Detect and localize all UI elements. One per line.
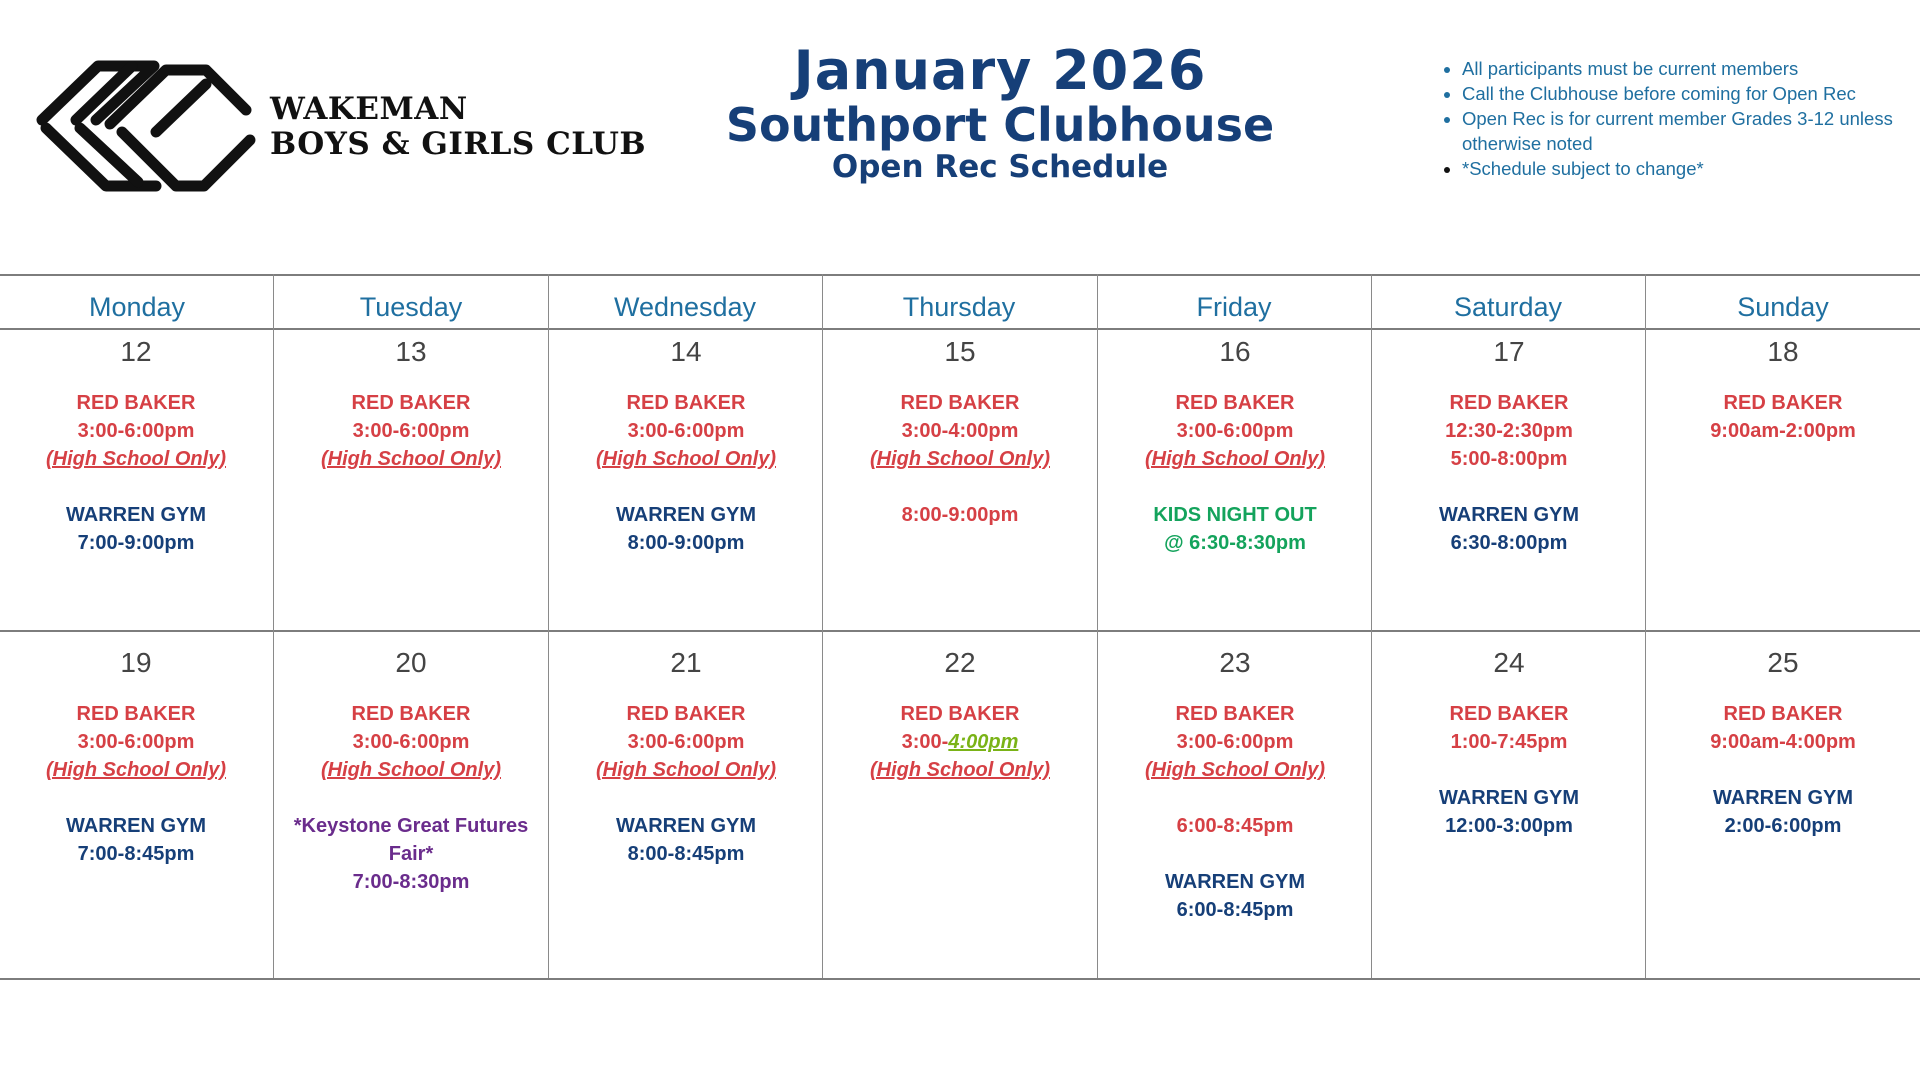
high-school-note: (High School Only): [1145, 448, 1325, 470]
event-time: 3:00-6:00pm: [627, 731, 745, 753]
day-cell-19: [0, 646, 272, 868]
event-warren-gym: WARREN GYM: [616, 504, 756, 526]
day-cell-18: [1647, 335, 1919, 445]
high-school-note: (High School Only): [596, 759, 776, 781]
handshake-logo-icon: [36, 58, 256, 193]
note-item: • *Schedule subject to change*: [1462, 156, 1920, 181]
event-time: 5:00-8:00pm: [1450, 448, 1568, 470]
date-number: 13: [395, 336, 427, 367]
event-time: 12:30-2:30pm: [1445, 420, 1573, 442]
event-red-baker: RED BAKER: [626, 392, 746, 414]
event-time: 3:00-6:00pm: [352, 731, 470, 753]
event-time: 1:00-7:45pm: [1450, 731, 1568, 753]
event-warren-gym: WARREN GYM: [616, 815, 756, 837]
event-time: 9:00am-2:00pm: [1710, 420, 1856, 442]
event-time: 2:00-6:00pm: [1724, 815, 1842, 837]
event-red-baker: RED BAKER: [1449, 703, 1569, 725]
day-cell-21: [550, 646, 822, 868]
grid-line: [0, 274, 1920, 276]
day-header-wednesday: Wednesday: [613, 292, 757, 322]
event-red-baker: RED BAKER: [1723, 392, 1843, 414]
event-time: 9:00am-4:00pm: [1710, 731, 1856, 753]
event-time: 12:00-3:00pm: [1445, 815, 1573, 837]
grid-line: [822, 274, 823, 978]
date-number: 20: [395, 647, 427, 678]
day-header-sunday: Sunday: [1737, 292, 1829, 322]
high-school-note: (High School Only): [321, 759, 501, 781]
high-school-note: (High School Only): [321, 448, 501, 470]
title-location: Southport Clubhouse: [725, 98, 1275, 152]
event-time: 3:00-6:00pm: [1176, 420, 1294, 442]
day-cell-13: [275, 335, 547, 473]
date-number: 19: [120, 647, 152, 678]
date-number: 23: [1219, 647, 1251, 678]
date-number: 14: [670, 336, 702, 367]
date-number: 12: [120, 336, 152, 367]
event-time-start: 3:00-: [901, 731, 949, 753]
high-school-note: (High School Only): [46, 759, 226, 781]
event-time: 3:00-4:00pm: [901, 420, 1019, 442]
date-number: 25: [1767, 647, 1799, 678]
day-cell-15: [824, 335, 1096, 529]
day-header-tuesday: Tuesday: [359, 292, 463, 322]
date-number: 22: [944, 647, 976, 678]
day-cell-22: [824, 646, 1096, 784]
day-cell-25: [1647, 646, 1919, 840]
event-time: 3:00-6:00pm: [1176, 731, 1294, 753]
event-red-baker: RED BAKER: [1449, 392, 1569, 414]
event-time: 3:00-6:00pm: [77, 731, 195, 753]
grid-line: [0, 630, 1920, 632]
event-time: 6:00-8:45pm: [1176, 815, 1294, 837]
schedule-title: [700, 39, 1300, 185]
event-time: 7:00-8:30pm: [352, 871, 470, 893]
event-red-baker: RED BAKER: [351, 392, 471, 414]
event-warren-gym: WARREN GYM: [1165, 871, 1305, 893]
note-item: • Call the Clubhouse before coming for Open Rec: [1462, 81, 1920, 106]
event-red-baker: RED BAKER: [76, 392, 196, 414]
event-warren-gym: WARREN GYM: [1713, 787, 1853, 809]
event-time: @ 6:30-8:30pm: [1164, 532, 1306, 554]
date-number: 21: [670, 647, 702, 678]
title-subtitle: Open Rec Schedule: [831, 149, 1169, 185]
day-cell-14: [550, 335, 822, 557]
title-month: January 2026: [793, 39, 1207, 102]
grid-line: [273, 274, 274, 978]
event-warren-gym: WARREN GYM: [1439, 787, 1579, 809]
event-time: [824, 728, 1096, 756]
event-red-baker: RED BAKER: [1175, 392, 1295, 414]
event-keystone-fair: *Keystone Great Futures: [293, 815, 529, 837]
day-cell-23: [1099, 646, 1371, 924]
note-item: • All participants must be current members: [1462, 56, 1920, 81]
day-cell-20: [275, 646, 547, 896]
event-red-baker: RED BAKER: [76, 703, 196, 725]
day-header-saturday: Saturday: [1453, 292, 1563, 322]
grid-line: [0, 328, 1920, 330]
date-number: 16: [1219, 336, 1251, 367]
event-red-baker: RED BAKER: [626, 703, 746, 725]
grid-line: [548, 274, 549, 978]
event-time: 7:00-9:00pm: [77, 532, 195, 554]
day-header-monday: Monday: [88, 292, 186, 322]
date-number: 15: [944, 336, 976, 367]
event-warren-gym: WARREN GYM: [1439, 504, 1579, 526]
date-number: 17: [1493, 336, 1525, 367]
event-time: 3:00-6:00pm: [352, 420, 470, 442]
high-school-note: (High School Only): [870, 448, 1050, 470]
event-time: 6:00-8:45pm: [1176, 899, 1294, 921]
grid-line: [1371, 274, 1372, 978]
date-number: 18: [1767, 336, 1799, 367]
day-cell-24: [1373, 646, 1645, 840]
event-time: 8:00-8:45pm: [627, 843, 745, 865]
event-red-baker: RED BAKER: [1723, 703, 1843, 725]
event-red-baker: RED BAKER: [351, 703, 471, 725]
event-red-baker: RED BAKER: [900, 392, 1020, 414]
org-name-line1: WAKEMAN: [270, 91, 468, 127]
grid-line: [1097, 274, 1098, 978]
grid-line: [0, 978, 1920, 980]
org-name-line2: BOYS & GIRLS CLUB: [270, 126, 647, 162]
event-red-baker: RED BAKER: [900, 703, 1020, 725]
event-time: 3:00-6:00pm: [77, 420, 195, 442]
day-header-friday: Friday: [1196, 292, 1272, 322]
day-cell-17: [1373, 335, 1645, 557]
date-number: 24: [1493, 647, 1525, 678]
high-school-note: (High School Only): [596, 448, 776, 470]
day-header-thursday: Thursday: [902, 292, 1016, 322]
grid-line: [1645, 274, 1646, 978]
org-name: [270, 92, 646, 162]
day-cell-16: [1099, 335, 1371, 557]
event-warren-gym: WARREN GYM: [66, 504, 206, 526]
event-time: 8:00-9:00pm: [627, 532, 745, 554]
high-school-note: (High School Only): [870, 759, 1050, 781]
notes-list: [1440, 56, 1920, 181]
event-keystone-fair-cont: Fair*: [388, 843, 434, 865]
event-red-baker: RED BAKER: [1175, 703, 1295, 725]
note-item: • Open Rec is for current member Grades 3-12 unless otherwise noted: [1462, 106, 1920, 156]
event-time: 6:30-8:00pm: [1450, 532, 1568, 554]
event-time: 7:00-8:45pm: [77, 843, 195, 865]
event-warren-gym: WARREN GYM: [66, 815, 206, 837]
day-cell-12: [0, 335, 272, 557]
event-time: 8:00-9:00pm: [901, 504, 1019, 526]
high-school-note: (High School Only): [46, 448, 226, 470]
event-time: 3:00-6:00pm: [627, 420, 745, 442]
event-kids-night-out: KIDS NIGHT OUT: [1153, 504, 1317, 526]
event-time-end: 4:00pm: [948, 731, 1019, 753]
high-school-note: (High School Only): [1145, 759, 1325, 781]
